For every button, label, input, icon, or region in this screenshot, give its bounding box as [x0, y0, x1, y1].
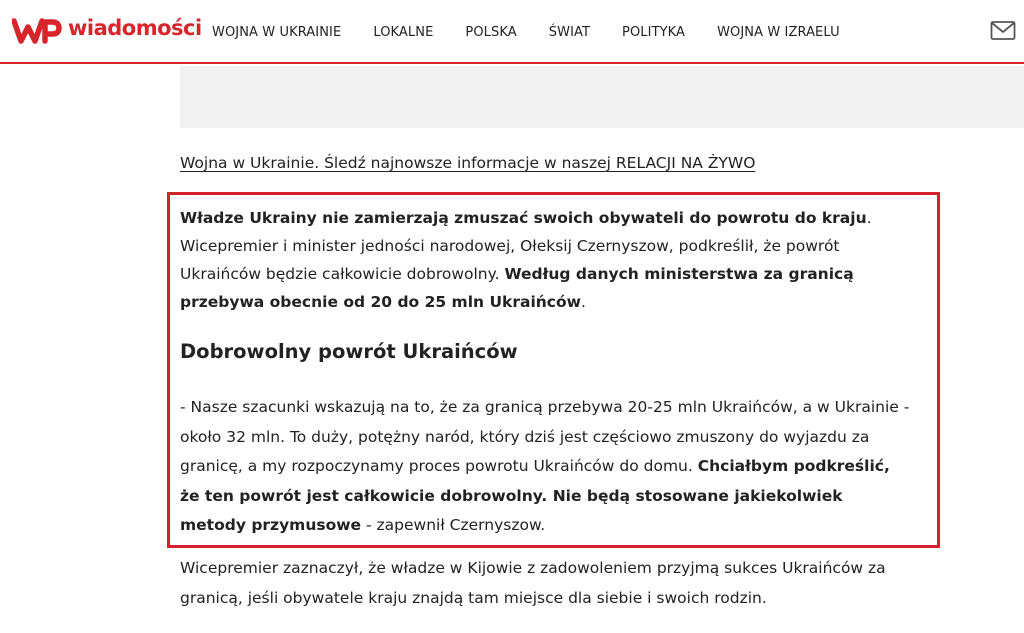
nav-item-polska[interactable]: POLSKA [465, 24, 517, 40]
quote-bold-1: Chciałbym podkreślić, że ten powrót jest całkowicie dobrowolny. Nie będą stosowane jakiekolwiek metody przymusowe [180, 457, 890, 534]
lead-bold-2: Według danych ministerstwa za granicą przebywa obecnie od 20 do 25 mln Ukraińców [180, 265, 854, 311]
section-subheading: Dobrowolny powrót Ukraińców [180, 340, 518, 363]
logo-text: wiadomości [68, 16, 202, 40]
nav-item-polityka[interactable]: POLITYKA [622, 24, 686, 40]
ad-placeholder [180, 66, 1024, 128]
wp-logo-link[interactable] [12, 14, 202, 48]
nav-item-lokalne[interactable]: LOKALNE [373, 24, 434, 40]
nav-item-wojna-w-izraelu[interactable]: WOJNA W IZRAELU [717, 24, 840, 40]
lead-paragraph [180, 204, 910, 316]
quote-text-1: - Nasze szacunki wskazują na to, że za granicą przebywa 20-25 mln Ukraińców, a w Ukrainie - około 32 mln. To duży, potężny naród, który dziś jest częściowo zmuszony do wyjazdu za granicę, a my rozpoczynamy proces powrotu Ukraińców do domu. [180, 398, 910, 475]
body-paragraph: Wicepremier zaznaczył, że władze w Kijowie z zadowoleniem przyjmą sukces Ukraińców za granicą, jeśli obywatele kraju znajdą tam miejsce dla siebie i swoich rodzin. [180, 559, 886, 607]
lead-bold-1: Władze Ukrainy nie zamierzają zmuszać swoich obywateli do powrotu do kraju [180, 209, 867, 227]
nav-item-swiat[interactable]: ŚWIAT [548, 24, 591, 40]
main-nav [196, 0, 856, 64]
quote-text-2: - zapewnił Czernyszow. [361, 516, 546, 534]
live-coverage-link[interactable]: Wojna w Ukrainie. Śledź najnowsze informacje w naszej RELACJI NA ŻYWO [180, 154, 756, 172]
envelope-icon[interactable] [990, 20, 1016, 42]
lead-text-2: . [580, 293, 586, 311]
wp-logo-icon [12, 17, 62, 45]
site-header [0, 0, 1024, 64]
nav-item-wojna-w-ukrainie[interactable]: WOJNA W UKRAINIE [212, 24, 342, 40]
quote-paragraph [180, 393, 910, 541]
lead-text-1: . Wicepremier i minister jedności narodowej, Ołeksij Czernyszow, podkreślił, że powrót Ukraińców będzie całkowicie dobrowolny. [180, 209, 872, 283]
